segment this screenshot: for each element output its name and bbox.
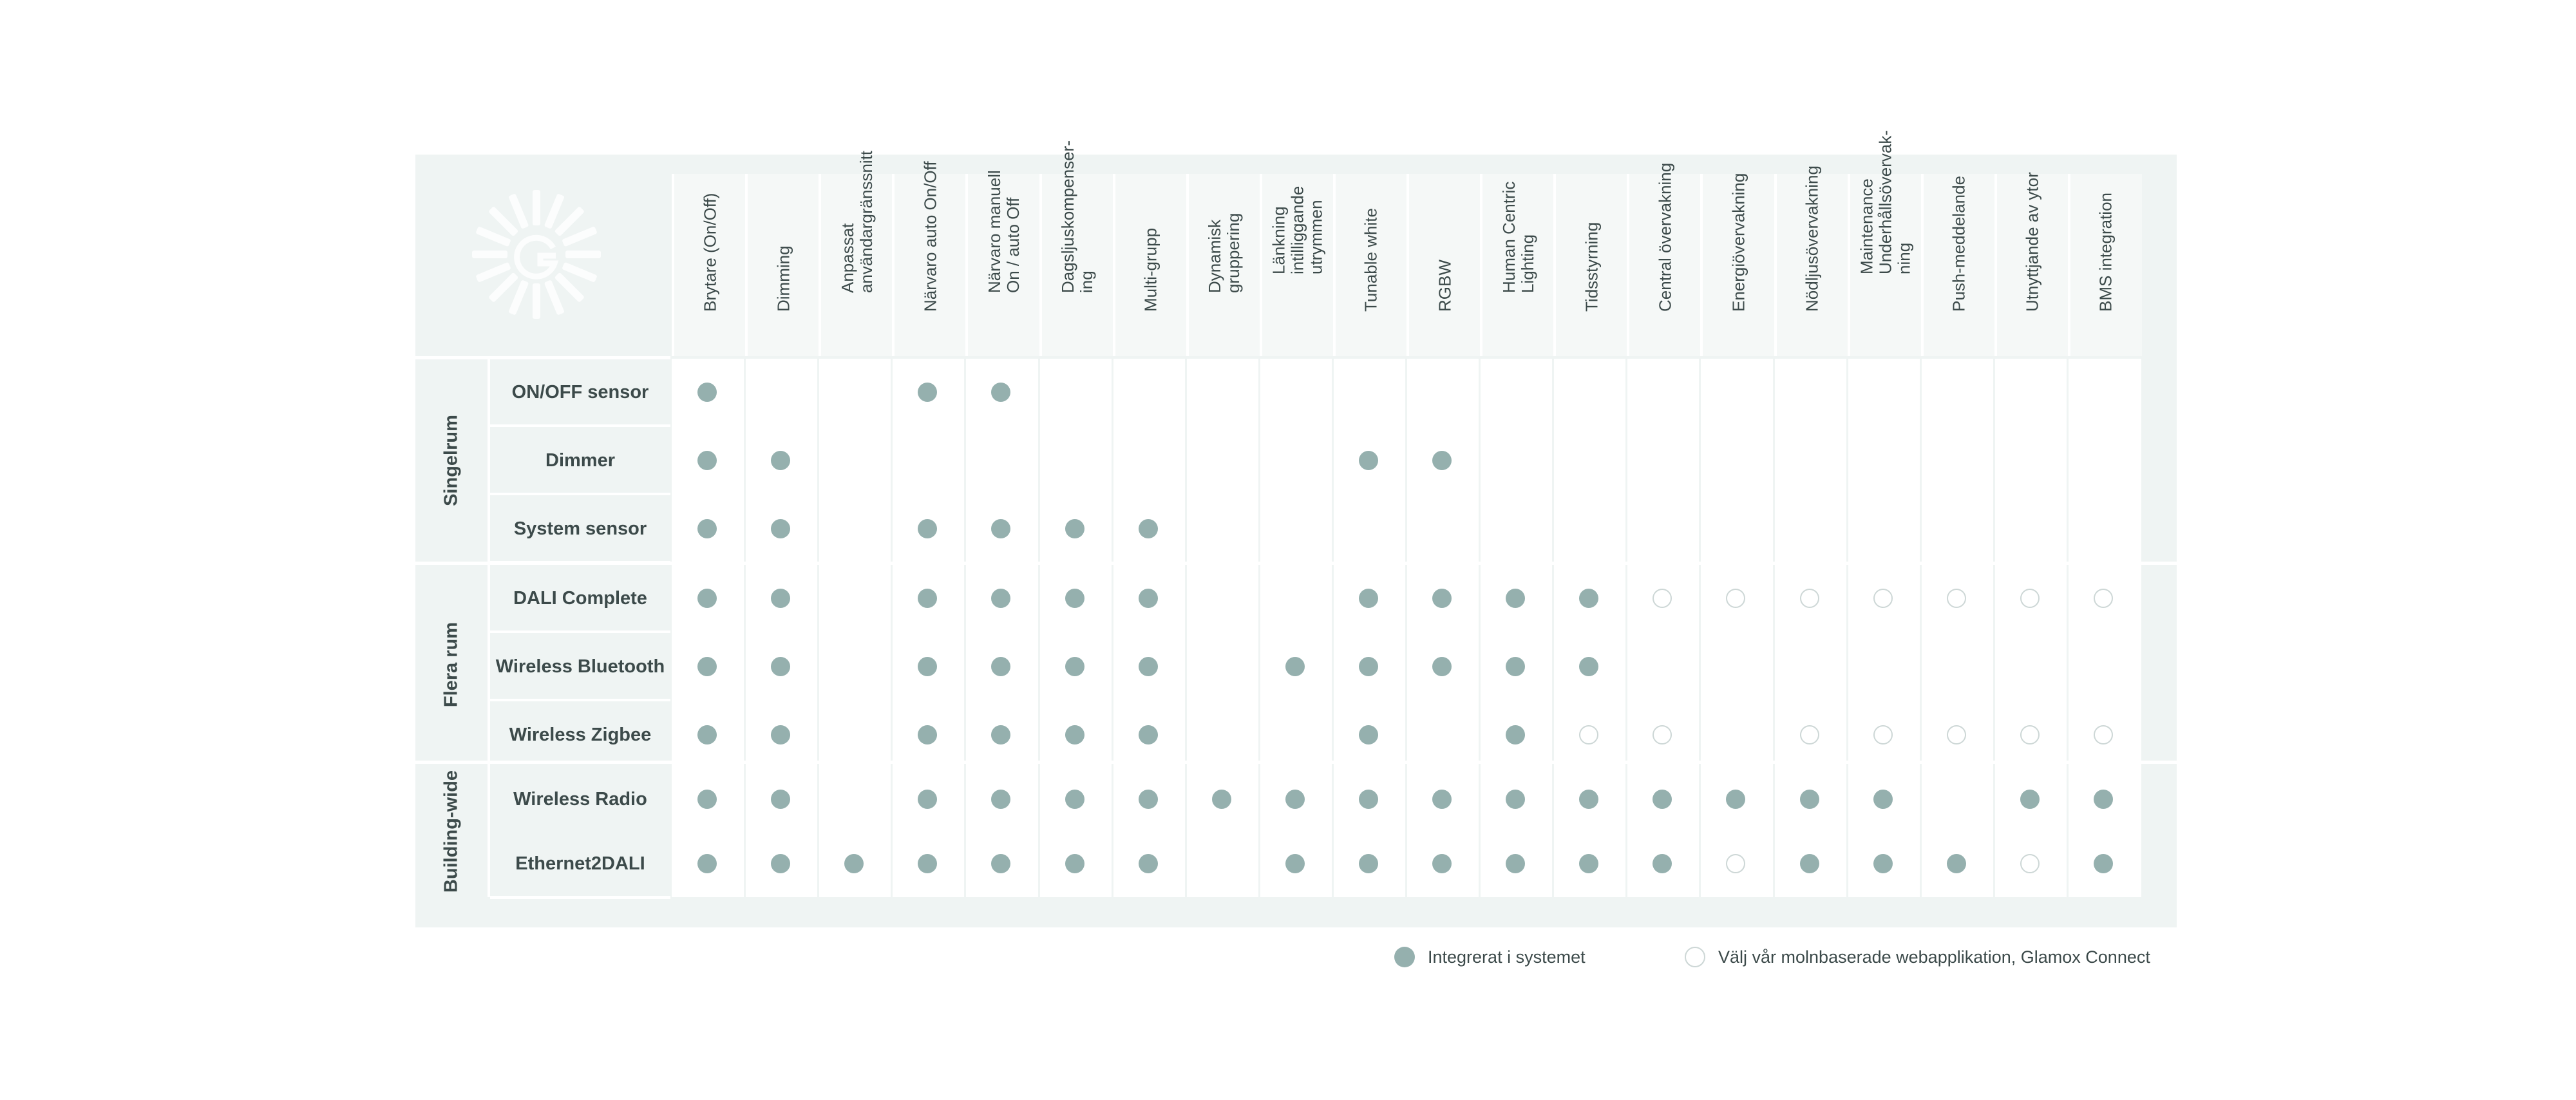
integrated-dot	[1285, 657, 1305, 676]
logo-ray	[533, 190, 540, 225]
column-header	[965, 170, 1039, 356]
logo-ray	[565, 251, 601, 258]
cloud-option-dot	[1947, 725, 1966, 744]
cloud-option-dot	[1873, 725, 1893, 744]
column-header-label: Multi-grupp	[1141, 227, 1160, 312]
column-header-label: Energiövervakning	[1728, 173, 1748, 312]
integrated-dot	[1065, 725, 1084, 744]
group-label-text: Flera rum	[440, 621, 462, 707]
integrated-dot	[771, 725, 790, 744]
logo-ray	[475, 226, 511, 247]
label-column-divider	[488, 359, 490, 897]
integrated-dot	[1359, 657, 1378, 676]
column-header-label: Nödljusövervakning	[1802, 166, 1822, 312]
column-header	[672, 174, 746, 356]
grid-divider	[1258, 359, 1260, 897]
column-header	[1553, 174, 1627, 356]
column-header-label: Dynamisk gruppering	[1205, 213, 1244, 293]
cloud-option-dot	[1800, 725, 1819, 744]
logo-ray	[544, 193, 565, 229]
row-label: Wireless Radio	[490, 766, 670, 833]
row-label: Ethernet2DALI	[490, 830, 670, 897]
group-separator	[415, 761, 2177, 764]
group-label	[415, 764, 488, 899]
logo-ray	[475, 262, 511, 283]
legend-cloud-label: Välj vår molnbaserade webapplikation, Glamox Connect	[1718, 947, 2150, 967]
grid-divider	[1185, 359, 1187, 897]
grid-divider	[744, 359, 746, 897]
cloud-option-dot	[1800, 589, 1819, 608]
column-header-label: Närvaro auto On/Off	[920, 161, 940, 312]
integrated-dot	[1506, 657, 1525, 676]
integrated-dot	[2094, 854, 2113, 873]
column-header-label: BMS integration	[2096, 193, 2116, 312]
integrated-dot	[1139, 589, 1158, 608]
integrated-dot	[1432, 451, 1452, 470]
row-label: Wireless Zigbee	[490, 701, 670, 768]
integrated-dot	[1359, 589, 1378, 608]
integrated-dot	[1873, 854, 1893, 873]
cloud-option-dot	[2020, 725, 2040, 744]
column-header	[1186, 174, 1260, 356]
integrated-dot	[771, 657, 790, 676]
grid-divider	[1479, 359, 1481, 897]
legend-filled-dot-icon	[1394, 947, 1415, 967]
column-header-label: Dimming	[773, 245, 793, 312]
column-header	[1700, 174, 1774, 356]
row-separator	[490, 896, 670, 899]
integrated-dot	[1212, 790, 1231, 809]
column-header-label: Närvaro manuell On / auto Off	[984, 170, 1023, 293]
cloud-option-dot	[2020, 589, 2040, 608]
integrated-dot	[1139, 854, 1158, 873]
integrated-dot	[771, 519, 790, 538]
cloud-option-dot	[2094, 725, 2113, 744]
group-label	[415, 359, 488, 562]
integrated-dot	[697, 725, 717, 744]
integrated-dot	[1285, 790, 1305, 809]
integrated-dot	[771, 589, 790, 608]
column-header	[1333, 174, 1407, 356]
legend-cloud	[1685, 947, 2150, 967]
logo-ray	[508, 193, 529, 229]
column-header	[1260, 174, 1334, 356]
logo-ray	[554, 272, 585, 303]
group-separator	[415, 562, 2177, 565]
grid-divider	[1038, 359, 1040, 897]
integrated-dot	[1065, 519, 1084, 538]
integrated-dot	[697, 657, 717, 676]
integrated-dot	[2094, 790, 2113, 809]
integrated-dot	[1947, 854, 1966, 873]
column-header-label: Human Centric Lighting	[1499, 181, 1537, 293]
column-header	[1774, 166, 1848, 356]
column-header	[1039, 140, 1113, 356]
column-header-label: Central övervakning	[1655, 162, 1675, 312]
row-label: DALI Complete	[490, 565, 670, 632]
grid-divider	[1699, 359, 1701, 897]
integrated-dot	[2020, 790, 2040, 809]
column-header-label: Brytare (On/Off)	[700, 193, 720, 312]
column-header	[1994, 174, 2069, 356]
integrated-dot	[1432, 790, 1452, 809]
integrated-dot	[1359, 854, 1378, 873]
integrated-dot	[1065, 790, 1084, 809]
grid-divider	[1993, 359, 1995, 897]
column-header	[892, 161, 966, 356]
cloud-option-dot	[1947, 589, 1966, 608]
logo-ray	[488, 206, 518, 236]
integrated-dot	[697, 854, 717, 873]
column-header-label: Push-meddelande	[1949, 175, 1969, 312]
integrated-dot	[697, 790, 717, 809]
integrated-dot	[1065, 589, 1084, 608]
integrated-dot	[1506, 589, 1525, 608]
column-header-label: Tunable white	[1361, 208, 1381, 312]
integrated-dot	[771, 854, 790, 873]
logo-ray	[562, 226, 597, 247]
column-header-label: Tidsstyrning	[1582, 222, 1602, 312]
integrated-dot	[697, 589, 717, 608]
integrated-dot	[1800, 790, 1819, 809]
logo-ray	[488, 272, 518, 303]
integrated-dot	[1873, 790, 1893, 809]
integrated-dot	[1139, 657, 1158, 676]
group-label-text: Building-wide	[440, 770, 462, 893]
grid-divider	[1625, 359, 1627, 897]
integrated-dot	[1506, 725, 1525, 744]
column-header	[1627, 162, 1701, 356]
integrated-dot	[1065, 657, 1084, 676]
integrated-dot	[1359, 451, 1378, 470]
column-header-label: Länkning intilliggande utrymmen	[1269, 185, 1326, 274]
column-header-label: Utnyttjande av ytor	[2022, 172, 2042, 312]
integrated-dot	[1359, 725, 1378, 744]
group-label-text: Singelrum	[440, 415, 462, 506]
integrated-dot	[1359, 790, 1378, 809]
column-header	[1406, 174, 1481, 356]
integrated-dot	[697, 451, 717, 470]
column-header	[745, 174, 819, 356]
integrated-dot	[1139, 519, 1158, 538]
column-header-label: Maintenance Underhållsövervak- ning	[1857, 130, 1914, 274]
column-header-label: Dagsljuskompenser- ing	[1058, 140, 1097, 293]
cloud-option-dot	[2094, 589, 2113, 608]
integrated-dot	[1065, 854, 1084, 873]
column-header	[2068, 174, 2142, 356]
legend-empty-dot-icon	[1685, 947, 1705, 967]
column-header	[1848, 130, 1922, 356]
logo-ray	[562, 262, 597, 283]
integrated-dot	[1506, 854, 1525, 873]
cloud-option-dot	[2020, 854, 2040, 873]
integrated-dot	[1432, 854, 1452, 873]
legend-integrated-label: Integrerat i systemet	[1428, 947, 1586, 967]
integrated-dot	[1432, 589, 1452, 608]
cloud-option-dot	[1873, 589, 1893, 608]
grid-divider	[1552, 359, 1554, 897]
logo-ray	[554, 206, 585, 236]
column-header-label: RGBW	[1435, 260, 1455, 312]
grid-divider	[891, 359, 893, 897]
grid-divider	[1332, 359, 1334, 897]
sunburst-g-logo-icon	[469, 187, 604, 322]
grid-divider	[1112, 359, 1113, 897]
integrated-dot	[697, 519, 717, 538]
grid-divider	[1405, 359, 1407, 897]
row-label: Wireless Bluetooth	[490, 633, 670, 700]
integrated-dot	[1139, 725, 1158, 744]
integrated-dot	[771, 451, 790, 470]
integrated-dot	[1432, 657, 1452, 676]
logo-ray	[533, 283, 540, 319]
row-label: Dimmer	[490, 427, 670, 494]
logo-ray	[472, 251, 507, 258]
group-label	[415, 565, 488, 764]
integrated-dot	[771, 790, 790, 809]
integrated-dot	[697, 383, 717, 402]
integrated-dot	[1506, 790, 1525, 809]
grid-divider	[1920, 359, 1922, 897]
column-header	[819, 150, 893, 356]
grid-divider	[964, 359, 966, 897]
logo-ray	[544, 280, 565, 315]
row-label: ON/OFF sensor	[490, 359, 670, 426]
integrated-dot	[1285, 854, 1305, 873]
integrated-dot	[1800, 854, 1819, 873]
integrated-dot	[1139, 790, 1158, 809]
grid-divider	[2067, 359, 2069, 897]
grid-divider	[1773, 359, 1775, 897]
grid-divider	[1846, 359, 1848, 897]
column-header-label: Anpassat användargränssnitt	[837, 150, 876, 293]
column-header	[1113, 174, 1187, 356]
header-separator	[415, 356, 670, 359]
column-header	[1921, 174, 1995, 356]
logo-ray	[508, 280, 529, 315]
grid-divider	[817, 359, 819, 897]
column-header	[1480, 174, 1554, 356]
row-label: System sensor	[490, 495, 670, 562]
legend-integrated	[1394, 947, 1586, 967]
